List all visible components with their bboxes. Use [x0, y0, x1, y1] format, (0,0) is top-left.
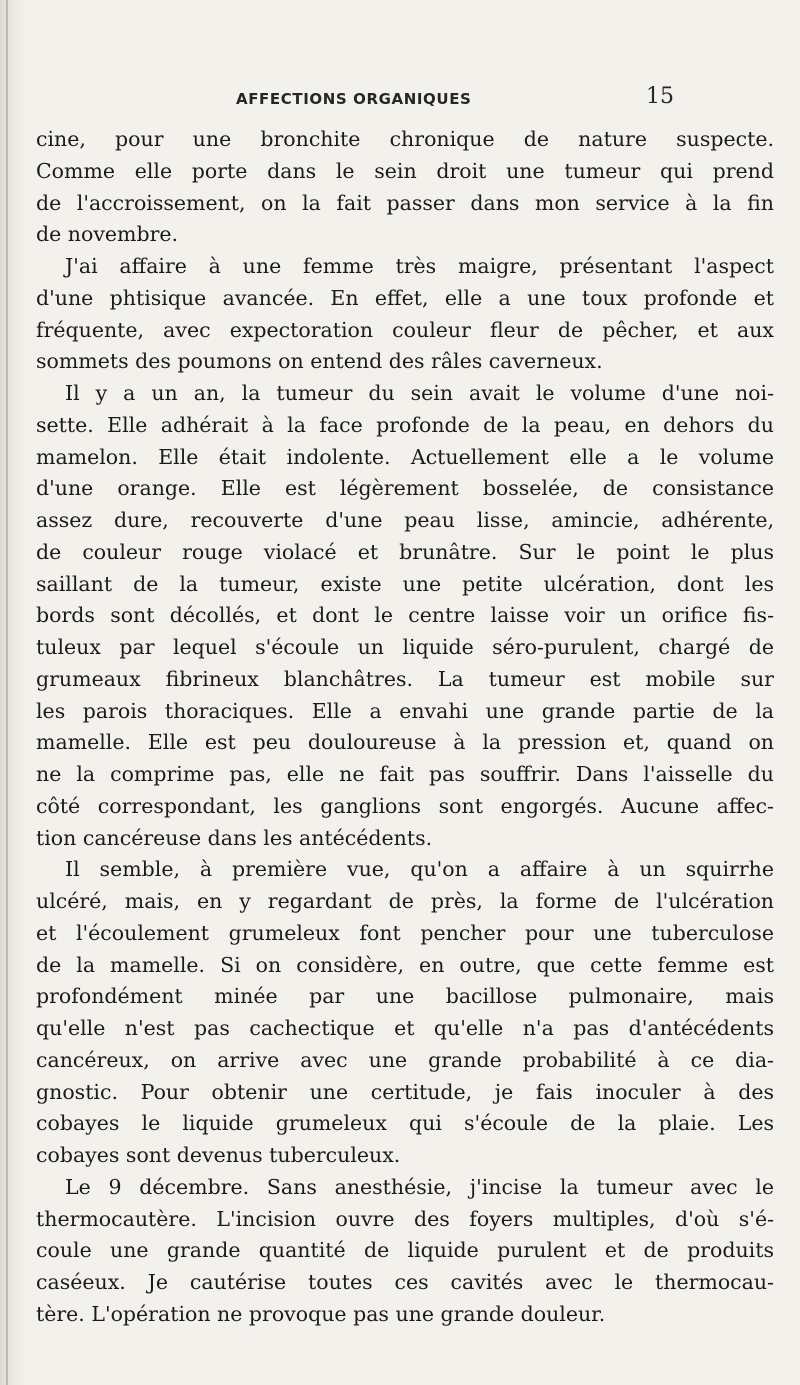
text-line: assez dure, recouverte d'une peau lisse, amincie, adhérente, — [36, 508, 774, 532]
text-line: cobayes sont devenus tuberculeux. — [36, 1143, 401, 1167]
page-number: 15 — [646, 84, 674, 109]
text-line: qu'elle n'est pas cachectique et qu'elle n'a pas d'antécédents — [36, 1016, 774, 1040]
text-line: Il semble, à première vue, qu'on a affaire à un squirrhe — [65, 857, 774, 882]
text-line: coule une grande quantité de liquide purulent et de produits — [36, 1238, 774, 1263]
text-line: ulcéré, mais, en y regardant de près, la forme de l'ulcération — [36, 889, 774, 913]
text-line: cancéreux, on arrive avec une grande probabilité à ce dia- — [36, 1047, 774, 1072]
text-line: côté correspondant, les ganglions sont engorgés. Aucune affec- — [36, 793, 774, 818]
text-line: de novembre. — [36, 222, 179, 247]
text-line: tuleux par lequel s'écoule un liquide séro-purulent, chargé de — [36, 635, 774, 659]
text-line: cobayes le liquide grumeleux qui s'écoule de la plaie. Les — [36, 1111, 774, 1136]
text-line: sommets des poumons on entend des râles caverneux. — [36, 349, 603, 374]
text-line: tère. L'opération ne provoque pas une grande douleur. — [36, 1301, 606, 1326]
text-line: sette. Elle adhérait à la face profonde de la peau, en dehors du — [36, 412, 774, 437]
text-line: bords sont décollés, et dont le centre laisse voir un orifice fis- — [36, 603, 774, 628]
page-header — [0, 84, 800, 112]
text-line: ne la comprime pas, elle ne fait pas souffrir. Dans l'aisselle du — [36, 762, 774, 786]
text-line: de couleur rouge violacé et brunâtre. Sur le point le plus — [36, 539, 774, 564]
text-line: Le 9 décembre. Sans anesthésie, j'incise la tumeur avec le — [65, 1174, 774, 1199]
text-line: profondément minée par une bacillose pulmonaire, mais — [36, 984, 774, 1009]
text-line: tion cancéreuse dans les antécédents. — [36, 825, 433, 850]
text-line: d'une phtisique avancée. En effet, elle a une toux profonde et — [36, 285, 774, 310]
text-line: saillant de la tumeur, existe une petite ulcération, dont les — [36, 571, 774, 596]
text-line: et l'écoulement grumeleux font pencher pour une tuberculose — [36, 920, 774, 945]
text-line: de la mamelle. Si on considère, en outre, que cette femme est — [36, 952, 774, 977]
text-line: caséeux. Je cautérise toutes ces cavités avec le thermocau- — [36, 1270, 774, 1294]
text-line: Il y a un an, la tumeur du sein avait le volume d'une noi- — [65, 381, 774, 405]
running-title: AFFECTIONS ORGANIQUES — [236, 90, 472, 108]
body-text — [36, 124, 774, 1331]
text-line: les parois thoraciques. Elle a envahi une grande partie de la — [36, 698, 774, 723]
page-binding-shadow — [6, 0, 8, 1385]
text-line: grumeaux fibrineux blanchâtres. La tumeur est mobile sur — [36, 666, 774, 691]
text-line: Comme elle porte dans le sein droit une tumeur qui prend — [36, 158, 774, 183]
page-binding-edge — [0, 0, 26, 1385]
text-line: mamelon. Elle était indolente. Actuellement elle a le volume — [36, 444, 774, 469]
text-line: mamelle. Elle est peu douloureuse à la pression et, quand on — [36, 730, 774, 755]
text-line: J'ai affaire à une femme très maigre, présentant l'aspect — [65, 254, 774, 278]
text-line: fréquente, avec expectoration couleur fleur de pêcher, et aux — [36, 317, 774, 342]
text-line: d'une orange. Elle est légèrement bosselée, de consistance — [36, 476, 774, 501]
text-line: thermocautère. L'incision ouvre des foyers multiples, d'où s'é- — [36, 1206, 774, 1231]
text-line: de l'accroissement, on la fait passer dans mon service à la fin — [36, 190, 774, 215]
text-line: gnostic. Pour obtenir une certitude, je fais inoculer à des — [36, 1079, 774, 1104]
text-line: cine, pour une bronchite chronique de nature suspecte. — [36, 127, 774, 151]
